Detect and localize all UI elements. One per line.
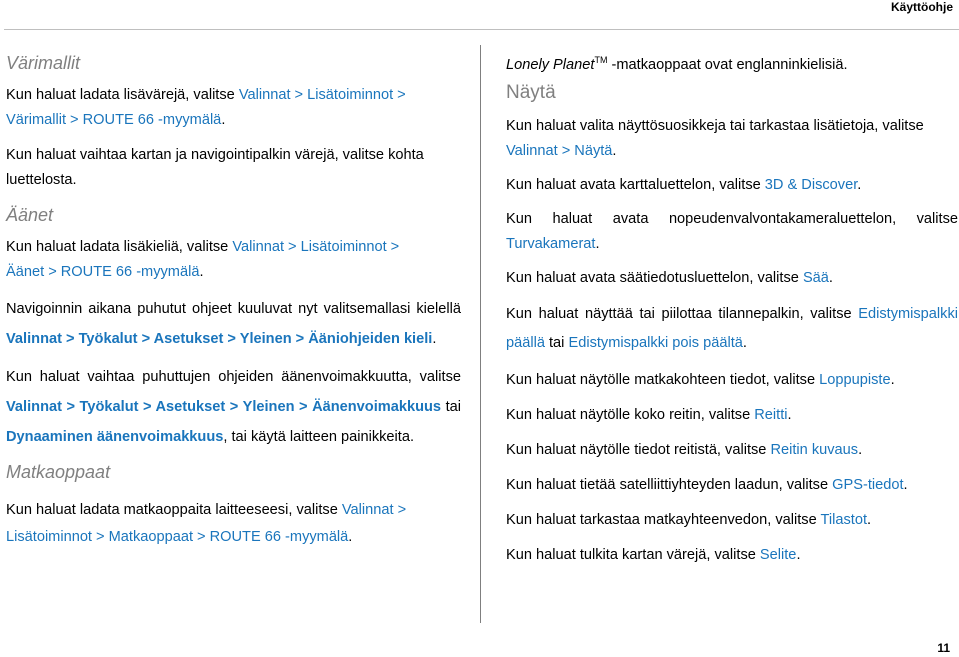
option-link[interactable]: Edistymispalkki pois päältä (568, 334, 743, 351)
menu-path-link[interactable]: Äänet > ROUTE 66 -myymälä (6, 264, 200, 280)
option-link[interactable]: GPS-tiedot (832, 476, 904, 493)
paragraph: Kun haluat vaihtaa puhuttujen ohjeiden äänenvoimakkuutta, valitse Valinnat > Työkalut > Asetukset > Yleinen > Äänenvoimakkuus tai Dynaaminen äänenvoimakkuus, tai käytä laitteen painikkeita. (6, 369, 461, 445)
document-header-label: Käyttöohje (890, 0, 953, 14)
paragraph: Kun haluat avata nopeudenvalvontakameraluettelon, valitse Turvakamerat. (506, 210, 958, 252)
paragraph: Kun haluat avata säätiedotusluettelon, valitse Sää. (506, 269, 833, 286)
right-column (506, 48, 958, 568)
section-heading-varimallit: Värimallit (6, 53, 81, 73)
menu-path-link[interactable]: Valinnat > Työkalut > Asetukset > Yleinen > Äänenvoimakkuus (6, 399, 442, 415)
option-link[interactable]: Turvakamerat (506, 235, 596, 252)
menu-path-link[interactable]: Valinnat > Lisätoiminnot > (238, 87, 406, 103)
paragraph: Kun haluat tietää satelliittiyhteyden laadun, valitse GPS-tiedot. (506, 476, 908, 493)
paragraph: Navigoinnin aikana puhutut ohjeet kuuluvat nyt valitsemallasi kielellä Valinnat > Työkalut > Asetukset > Yleinen > Ääniohjeiden kieli. (6, 301, 461, 347)
menu-path-link[interactable]: Värimallit > ROUTE 66 -myymälä (6, 112, 222, 128)
option-link[interactable]: Reitti (754, 406, 788, 423)
paragraph: Kun haluat näytölle matkakohteen tiedot, valitse Loppupiste. (506, 371, 895, 388)
option-link[interactable]: Reitin kuvaus (770, 441, 859, 458)
page-number: 11 (937, 641, 950, 655)
paragraph: Kun haluat ladata matkaoppaita laitteeseesi, valitse Valinnat > Lisätoiminnot > Matkaoppaat > ROUTE 66 -myymälä. (6, 502, 407, 545)
menu-path-link[interactable]: Valinnat > Lisätoiminnot > Matkaoppaat > ROUTE 66 -myymälä (6, 502, 407, 545)
left-column (6, 48, 461, 551)
option-link[interactable]: Tilastot (820, 511, 868, 528)
paragraph: Kun haluat näytölle koko reitin, valitse Reitti. (506, 406, 792, 423)
menu-path-link[interactable]: Valinnat > Lisätoiminnot > (232, 239, 400, 255)
menu-path-link[interactable]: Dynaaminen äänenvoimakkuus (6, 429, 224, 445)
column-divider (480, 45, 481, 623)
paragraph: Kun haluat avata karttaluettelon, valitse 3D & Discover. (506, 176, 862, 193)
paragraph: Kun haluat valita näyttösuosikkeja tai tarkastaa lisätietoja, valitse Valinnat > Näytä. (506, 117, 924, 159)
paragraph: Kun haluat tulkita kartan värejä, valitse Selite. (506, 546, 801, 563)
paragraph: Kun haluat ladata lisäkieliä, valitse Valinnat > Lisätoiminnot > Äänet > ROUTE 66 -myymälä. (6, 239, 400, 280)
menu-path-link[interactable]: Valinnat > Näytä (506, 142, 613, 159)
menu-path-link[interactable]: Valinnat > Työkalut > Asetukset > Yleinen > Ääniohjeiden kieli (6, 331, 433, 347)
paragraph: Kun haluat näyttää tai piilottaa tilannepalkin, valitse Edistymispalkki päällä tai Edistymispalkki pois päältä. (506, 305, 958, 351)
section-heading-nayta: Näytä (506, 81, 556, 103)
header-rule (4, 29, 959, 30)
paragraph: Lonely Planet™ -matkaoppaat ovat englanninkielisiä. (506, 55, 848, 73)
paragraph: Kun haluat ladata lisävärejä, valitse Valinnat > Lisätoiminnot > Värimallit > ROUTE 66 -myymälä. (6, 87, 406, 128)
option-link[interactable]: Edistymispalkki päällä (506, 305, 958, 351)
option-link[interactable]: 3D & Discover (764, 176, 858, 193)
paragraph: Kun haluat tarkastaa matkayhteenvedon, valitse Tilastot. (506, 511, 872, 528)
section-heading-aanet: Äänet (6, 205, 54, 225)
paragraph: Kun haluat vaihtaa kartan ja navigointipalkin värejä, valitse kohta luettelosta. (6, 147, 424, 188)
option-link[interactable]: Loppupiste (819, 371, 891, 388)
option-link[interactable]: Selite (759, 546, 797, 563)
option-link[interactable]: Sää (802, 269, 829, 286)
section-heading-matkaoppaat: Matkaoppaat (6, 462, 111, 482)
paragraph: Kun haluat näytölle tiedot reitistä, valitse Reitin kuvaus. (506, 441, 863, 458)
